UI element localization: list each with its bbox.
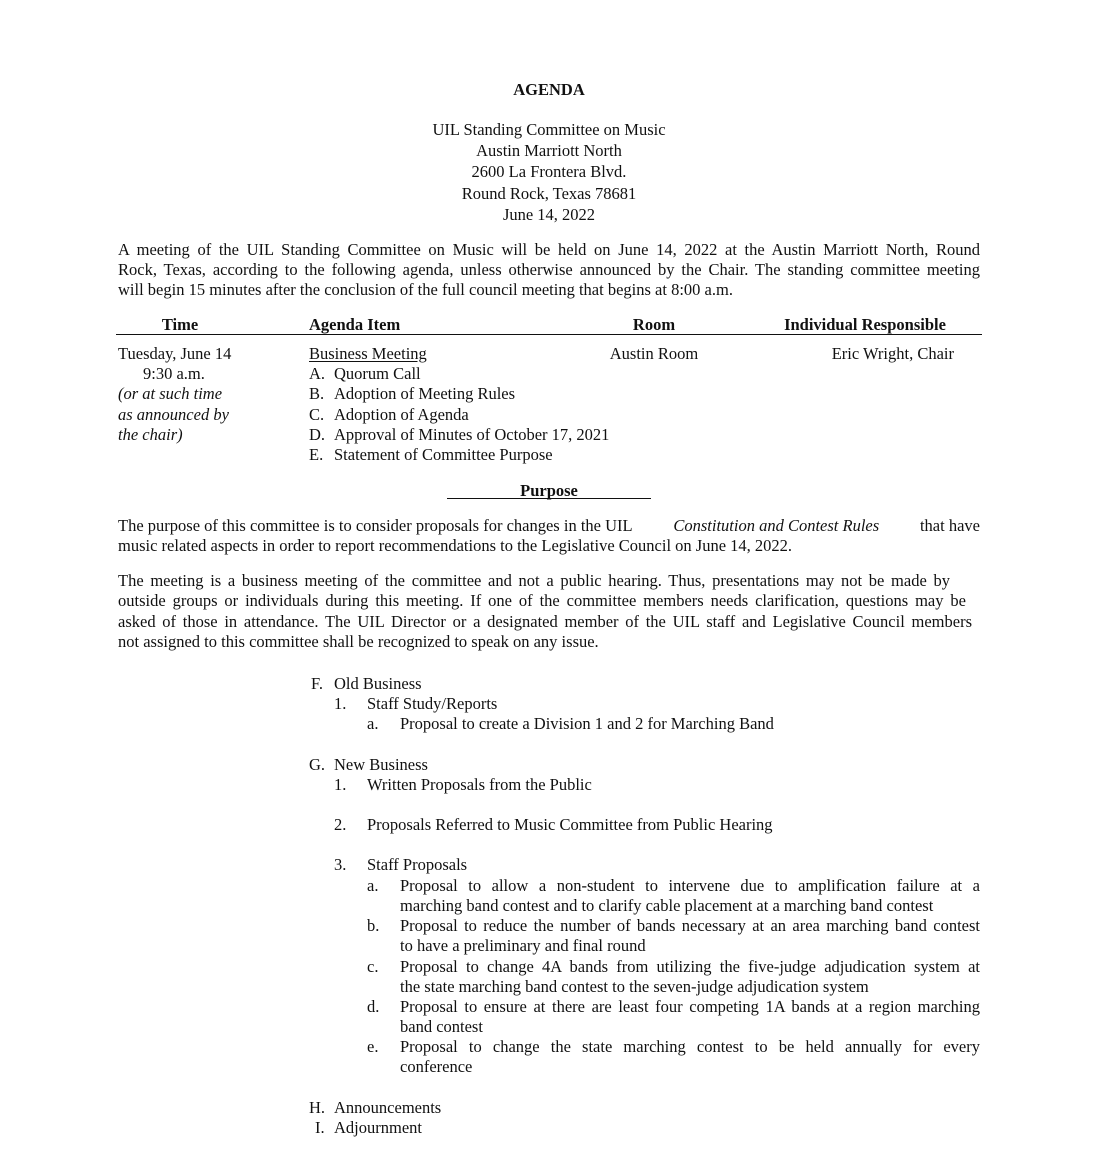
- agenda-item-letter: A.: [309, 364, 326, 383]
- agenda-item-text: Adoption of Meeting Rules: [334, 384, 516, 403]
- agenda-item-letter: D.: [309, 425, 326, 444]
- closing-letter: I.: [315, 1118, 325, 1137]
- announcements-item: Announcements: [334, 1098, 442, 1117]
- table-header-rule: [116, 334, 982, 335]
- time-day: Tuesday, June 14: [118, 344, 232, 363]
- agenda-item-letter: E.: [309, 445, 324, 464]
- purpose-p1-before: The purpose of this committee is to consider proposals for changes in the UIL: [118, 516, 633, 535]
- header-address: 2600 La Frontera Blvd.: [471, 162, 627, 181]
- page-title: AGENDA: [513, 80, 585, 99]
- responsible-value: Eric Wright, Chair: [831, 344, 954, 363]
- intro-line-1: A meeting of the UIL Standing Committee on Music will be held on June 14, 2022 at the Austin Marriott North, Round: [118, 240, 980, 259]
- col-header-responsible: Individual Responsible: [784, 315, 946, 334]
- time-note-3: the chair): [118, 425, 183, 444]
- purpose-p1-after: that have: [919, 516, 980, 535]
- old-business-item-text: Proposal to create a Division 1 and 2 for Marching Band: [400, 714, 774, 733]
- time-note-1: (or at such time: [118, 384, 223, 403]
- staff-proposal-line-2: band contest: [400, 1017, 483, 1036]
- purpose-heading-rule: [447, 498, 651, 499]
- staff-proposal-line-2: the state marching band contest to the seven-judge adjudication system: [400, 977, 869, 996]
- col-header-agenda-item: Agenda Item: [309, 315, 401, 334]
- agenda-item-letter: B.: [309, 384, 325, 403]
- header-venue: Austin Marriott North: [476, 141, 622, 160]
- staff-proposal-line-1: Proposal to reduce the number of bands necessary at an area marching band contest: [400, 916, 980, 935]
- agenda-item-text: Quorum Call: [334, 364, 421, 383]
- old-business-title: Old Business: [334, 674, 422, 693]
- time-hour: 9:30 a.m.: [143, 364, 205, 383]
- agenda-item-text: Statement of Committee Purpose: [334, 445, 553, 464]
- purpose-p2-line-1: The meeting is a business meeting of the committee and not a public hearing. Thus, presentations may not be made by: [118, 571, 950, 590]
- header-committee: UIL Standing Committee on Music: [432, 120, 666, 139]
- col-header-room: Room: [632, 315, 676, 334]
- col-header-time: Time: [161, 315, 199, 334]
- staff-proposal-line-2: to have a preliminary and final round: [400, 936, 646, 955]
- agenda-item-letter: C.: [309, 405, 325, 424]
- staff-proposal-line-1: Proposal to ensure at there are least four competing 1A bands at a region marching: [400, 997, 980, 1016]
- purpose-p1-line-1: [118, 516, 980, 536]
- new-business-sub-title: Proposals Referred to Music Committee from Public Hearing: [367, 815, 773, 834]
- header-city: Round Rock, Texas 78681: [461, 184, 637, 203]
- room-value: Austin Room: [609, 344, 699, 363]
- staff-proposal-letter: b.: [367, 916, 380, 935]
- purpose-p2-line-2: outside groups or individuals during this meeting. If one of the committee members needs clarification, questions may be: [118, 591, 966, 610]
- time-note-2: as announced by: [118, 405, 229, 424]
- new-business-sub-title: Staff Proposals: [367, 855, 468, 874]
- header-date: June 14, 2022: [502, 205, 596, 224]
- staff-proposal-line-2: marching band contest and to clarify cable placement at a marching band contest: [400, 896, 934, 915]
- intro-line-2: Rock, Texas, according to the following agenda, unless otherwise announced by the Chair. The standing committee meeting: [118, 260, 980, 279]
- old-business-item-letter: a.: [367, 714, 379, 733]
- closing-letter: H.: [309, 1098, 326, 1117]
- agenda-item-text: Adoption of Agenda: [334, 405, 469, 424]
- staff-proposal-line-1: Proposal to change 4A bands from utilizing the five-judge adjudication system at: [400, 957, 980, 976]
- intro-line-3: will begin 15 minutes after the conclusion of the full council meeting that begins at 8:00 a.m.: [118, 280, 733, 299]
- old-business-letter: F.: [311, 674, 323, 693]
- purpose-p1-italic: Constitution and Contest Rules: [673, 516, 880, 535]
- staff-proposal-line-1: Proposal to change the state marching contest to be held annually for every: [400, 1037, 980, 1056]
- new-business-title: New Business: [334, 755, 428, 774]
- business-meeting-title: Business Meeting: [309, 344, 427, 363]
- purpose-p2-line-3: asked of those in attendance. The UIL Director or a designated member of the UIL staff and Legislative Council members: [118, 612, 972, 631]
- staff-proposal-letter: e.: [367, 1037, 379, 1056]
- purpose-p1-line-2: music related aspects in order to report recommendations to the Legislative Council on June 14, 2022.: [118, 536, 793, 555]
- purpose-p2-line-4: not assigned to this committee shall be recognized to speak on any issue.: [118, 632, 599, 651]
- staff-proposal-line-2: conference: [400, 1057, 473, 1076]
- new-business-sub-num: 3.: [334, 855, 347, 874]
- staff-proposal-line-1: Proposal to allow a non-student to intervene due to amplification failure at a: [400, 876, 980, 895]
- staff-proposal-letter: a.: [367, 876, 379, 895]
- old-business-sub-title: Staff Study/Reports: [367, 694, 498, 713]
- agenda-item-text: Approval of Minutes of October 17, 2021: [334, 425, 610, 444]
- new-business-sub-num: 2.: [334, 815, 347, 834]
- staff-proposal-letter: c.: [367, 957, 379, 976]
- old-business-sub-num: 1.: [334, 694, 347, 713]
- staff-proposal-letter: d.: [367, 997, 380, 1016]
- adjournment-item: Adjournment: [334, 1118, 422, 1137]
- new-business-letter: G.: [309, 755, 326, 774]
- purpose-heading: Purpose: [520, 481, 578, 500]
- new-business-sub-title: Written Proposals from the Public: [367, 775, 592, 794]
- new-business-sub-num: 1.: [334, 775, 347, 794]
